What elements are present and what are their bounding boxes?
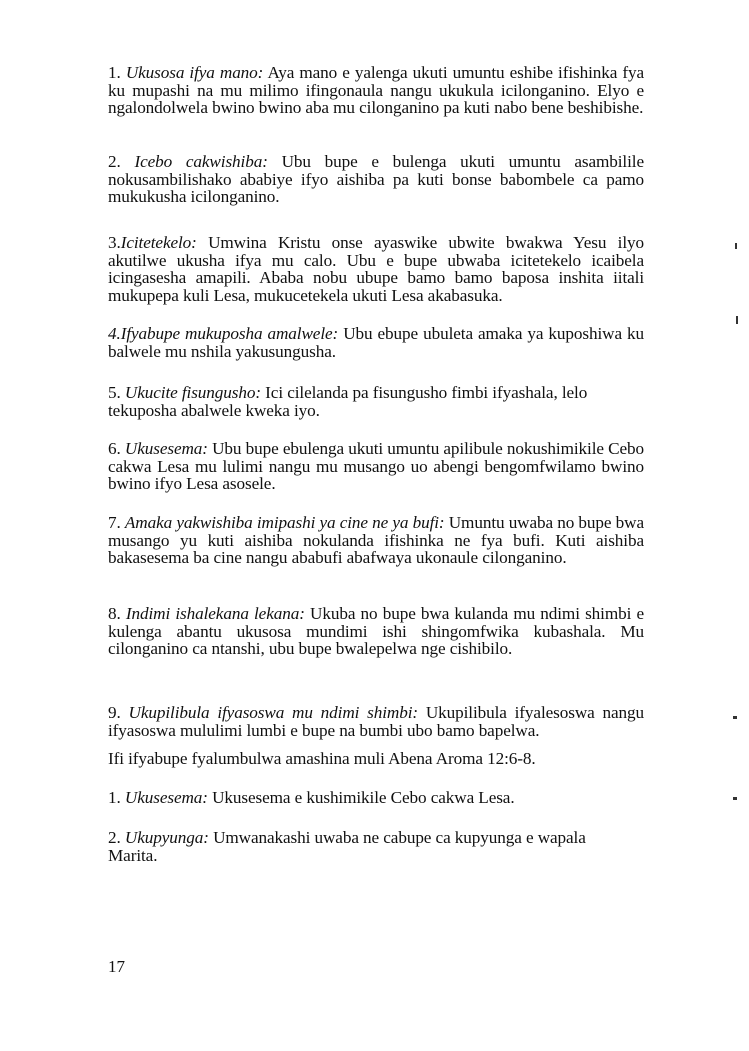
- item-text: Ubu ebupe ubuleta amaka ya kuposhiwa ku balwele mu nshila yakusungusha.: [108, 324, 645, 361]
- romans-intro: Ifi ifyabupe fyalumbulwa amashina muli Abena Aroma 12:6-8.: [108, 749, 536, 768]
- item-term: Amaka yakwishiba imipashi ya cine ne ya bufi:: [124, 513, 445, 532]
- item-number: 6.: [108, 439, 121, 458]
- gift-item-2: [108, 153, 644, 206]
- scan-speck: [733, 716, 737, 719]
- item-term: Ukusesema:: [124, 788, 208, 807]
- romans-item-1: [108, 789, 644, 807]
- gift-item-5: [108, 384, 644, 419]
- item-term: Icitetekelo:: [120, 233, 197, 252]
- item-text: Umwina Kristu onse ayaswike ubwite bwakwa Yesu ilyo akutilwe ukusha ifya mu calo. Ubu e bupe ubwaba icitetekelo icaibela icingasesha amapili. Ababa nobu ubupe bamo bamo baposa inshita iitali mukupepa kuli Lesa, mukucetekela ukuti Lesa akabasuka.: [108, 233, 644, 305]
- item-number: 8.: [108, 604, 121, 623]
- item-text: Aya mano e yalenga ukuti umuntu eshibe ifishinka fya ku mupashi na mu milimo ifingonaula nangu ukukula icilonganino. Elyo e ngalondolwela bwino bwino aba mu cilonganino pa kuti nabo bene beshibishe.: [108, 63, 645, 118]
- item-term: Ukupilibula ifyasoswa mu ndimi shimbi:: [128, 703, 418, 722]
- item-text: Ici cilelanda pa fisungusho fimbi ifyashala, lelo tekuposha abalwele kweka iyo.: [108, 383, 588, 420]
- item-number: 9.: [108, 703, 121, 722]
- item-term: Ifyabupe mukuposha amalwele:: [120, 324, 339, 343]
- item-text: Ukuba no bupe bwa kulanda mu ndimi shimbi e kulenga abantu ukusosa mundimi ishi shingomfwika kubashala. Mu cilonganino ca ntanshi, ubu bupe bwalepelwa nge cishibilo.: [108, 604, 644, 659]
- item-text: Umwanakashi uwaba ne cabupe ca kupyunga e wapala Marita.: [108, 828, 586, 865]
- romans-item-2: [108, 829, 638, 864]
- item-text: Ubu bupe e bulenga ukuti umuntu asambilile nokusambilishako ababiye ifyo aishiba pa kuti bonse babombele ca pamo mukukusha icilonganino.: [108, 152, 644, 207]
- item-number: 4.: [108, 324, 121, 343]
- gift-item-7: [108, 514, 644, 567]
- item-number: 1.: [108, 788, 121, 807]
- scan-speck: [735, 243, 737, 249]
- gift-item-4: [108, 325, 644, 360]
- item-text: Umuntu uwaba no bupe bwa musango yu kuti aishiba nokulanda ifishinka ne fya bufi. Kuti aishiba bakasesema ba cine nangu ababufi abafwaya ukonaule cilonganino.: [108, 513, 644, 568]
- item-number: 5.: [108, 383, 121, 402]
- gift-item-3: [108, 234, 644, 304]
- item-term: Indimi ishalekana lekana:: [125, 604, 305, 623]
- item-term: Ukusesema:: [124, 439, 208, 458]
- item-text: Ukusesema e kushimikile Cebo cakwa Lesa.: [212, 788, 515, 807]
- gift-item-9: [108, 704, 644, 739]
- item-term: Ukupyunga:: [124, 828, 209, 847]
- item-number: 3.: [108, 233, 121, 252]
- gift-item-6: [108, 440, 644, 493]
- item-number: 2.: [108, 152, 121, 171]
- item-number: 1.: [108, 63, 121, 82]
- gift-item-8: [108, 605, 644, 658]
- item-term: Ukusosa ifya mano:: [125, 63, 264, 82]
- item-term: Icebo cakwishiba:: [134, 152, 268, 171]
- item-text: Ubu bupe ebulenga ukuti umuntu apilibule nokushimikile Cebo cakwa Lesa mu lulimi nangu mu musango uo abengi bengomfwilamo bwino bwino ifyo Lesa asosele.: [108, 439, 644, 494]
- item-number: 7.: [108, 513, 121, 532]
- page-number: 17: [108, 957, 125, 976]
- item-text: Ukupilibula ifyalesoswa nangu ifyasoswa mululimi lumbi e bupe na bumbi ubo bamo bapelwa.: [108, 703, 644, 740]
- item-number: 2.: [108, 828, 121, 847]
- item-term: Ukucite fisungusho:: [124, 383, 261, 402]
- gift-item-1: [108, 64, 644, 117]
- scan-speck: [733, 797, 737, 800]
- scan-speck: [736, 316, 738, 324]
